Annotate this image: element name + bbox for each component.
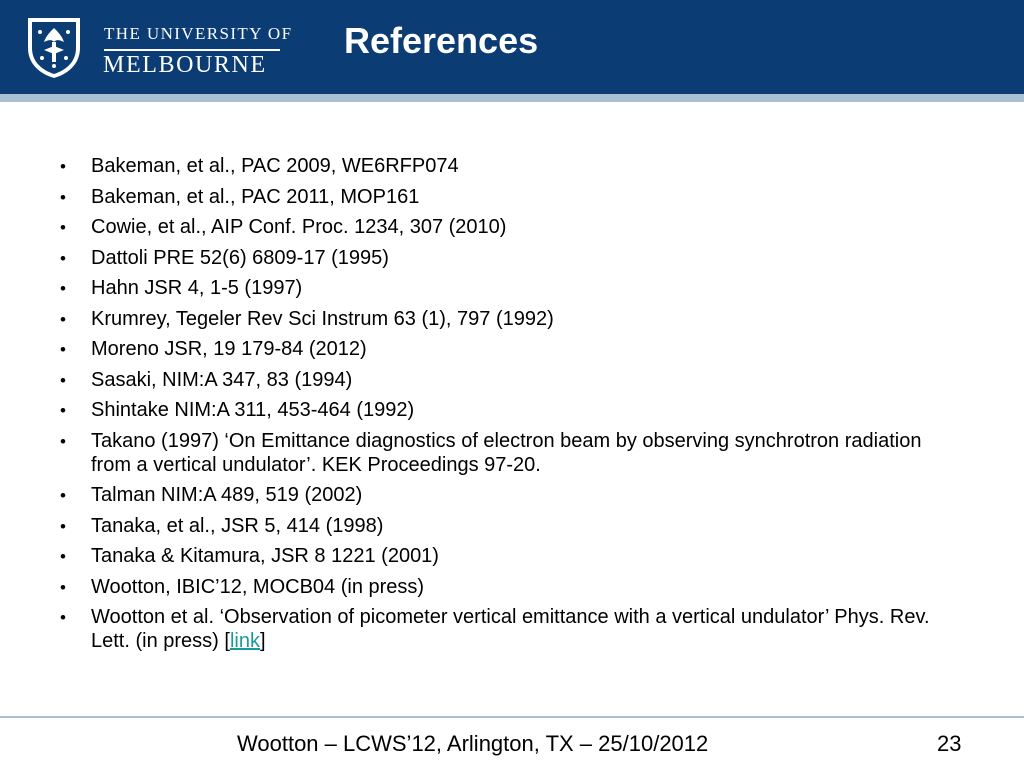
university-logo [22,12,293,80]
bullet-icon: • [60,218,66,237]
logo-rule [104,49,280,51]
reference-text: Krumrey, Tegeler Rev Sci Instrum 63 (1), 797 (1992) [91,307,554,330]
reference-item [60,429,960,477]
reference-item [60,246,960,270]
reference-item [60,483,960,507]
reference-suffix: ] [259,630,266,652]
reference-item [60,307,960,331]
reference-item [60,605,960,653]
reference-text: Tanaka & Kitamura, JSR 8 1221 (2001) [91,545,439,567]
bullet-icon: • [60,431,66,451]
bullet-icon: • [60,340,66,359]
header-divider [0,94,1024,102]
bullet-icon: • [60,279,66,298]
reference-item [60,185,960,209]
reference-text: Wootton et al. ‘Observation of picometer vertical emittance with a vertical undulator’ Phys. Rev. Lett. (in press) [ [91,606,930,652]
header-bar [0,0,1024,94]
reference-text: Bakeman, et al., PAC 2011, MOP161 [91,185,420,208]
page-number: 23 [937,731,962,756]
reference-text: Shintake NIM:A 311, 453-464 (1992) [91,399,415,421]
logo-line2: MELBOURNE [103,52,267,78]
reference-item [60,544,960,568]
footer-divider [0,716,1024,718]
bullet-icon: • [60,547,66,566]
reference-text: Bakeman, et al., PAC 2009, WE6RFP074 [91,155,459,177]
reference-list [60,154,960,660]
bullet-icon: • [60,608,66,627]
bullet-icon: • [60,370,66,390]
reference-text: Hahn JSR 4, 1-5 (1997) [91,277,303,299]
reference-text: Cowie, et al., AIP Conf. Proc. 1234, 307 (2010) [91,216,507,238]
slide-title: References [344,20,539,61]
reference-item [60,276,960,300]
bullet-icon: • [60,516,66,536]
bullet-icon: • [60,401,66,420]
bullet-icon: • [60,486,66,505]
reference-item [60,368,960,392]
reference-text: Dattoli PRE 52(6) 6809-17 (1995) [91,246,389,269]
reference-item [60,514,960,538]
reference-item [60,337,960,361]
reference-text: Sasaki, NIM:A 347, 83 (1994) [91,368,353,391]
reference-text: Tanaka, et al., JSR 5, 414 (1998) [91,514,384,537]
bullet-icon: • [60,577,66,597]
logo-line1: THE UNIVERSITY OF [104,24,293,43]
bullet-icon: • [60,309,66,329]
footer-text: Wootton – LCWS’12, Arlington, TX – 25/10/2012 [237,731,709,756]
bullet-icon: • [60,187,66,207]
crest-icon [22,12,86,80]
reference-text: Talman NIM:A 489, 519 (2002) [91,484,363,506]
reference-text: Takano (1997) ‘On Emittance diagnostics of electron beam by observing synchrotron radiation from a vertical undulator’. KEK Proceedings 97-20. [91,429,922,476]
reference-link[interactable]: link [229,630,260,652]
reference-text: Moreno JSR, 19 179-84 (2012) [91,338,367,360]
reference-item [60,575,960,599]
reference-item [60,215,960,239]
reference-text: Wootton, IBIC’12, MOCB04 (in press) [91,575,425,598]
bullet-icon: • [60,248,66,268]
reference-item [60,398,960,422]
bullet-icon: • [60,157,66,176]
reference-item [60,154,960,178]
